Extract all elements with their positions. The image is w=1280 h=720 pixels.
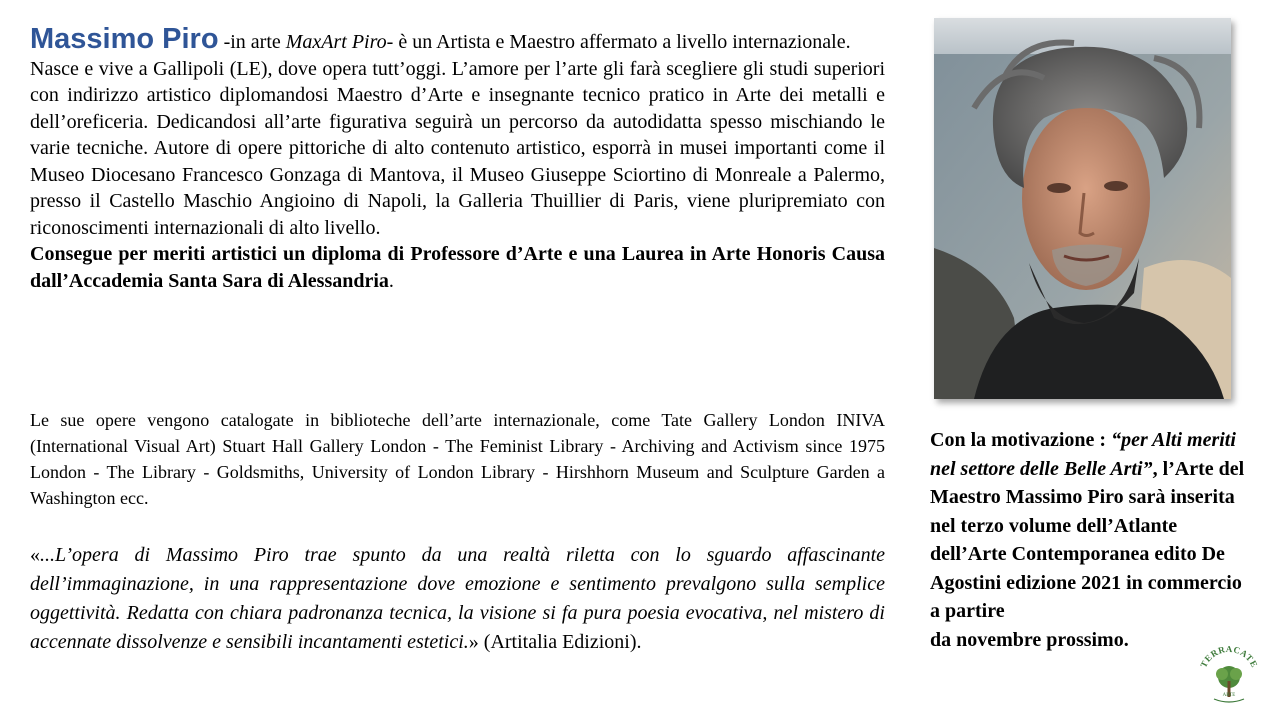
motivation-line2: da novembre prossimo. [930, 628, 1129, 651]
motivation-quote: “per Alti meriti nel settore delle Belle Arti” [930, 429, 1236, 480]
motivation-line1: , l’Arte del Maestro Massimo Piro sarà inserita nel terzo volume dell’Atlante dell’Arte Contemporanea edito De Agostini edizione 2021 in commercio a partire [930, 457, 1245, 622]
artist-name: Massimo Piro [30, 23, 219, 55]
artist-portrait-photo [934, 18, 1231, 399]
logo-top-text: TERRACATE [1198, 643, 1260, 670]
catalog-paragraph: Le sue opere vengono catalogate in biblioteche dell’arte internazionale, come Tate Gallery London INIVA (International Visual Art) Stuart Hall Gallery London - The Feminist Library - Archiving and Activism since 1975 London - The Library - Goldsmiths, University of London Library - Hirshhorn Museum and Sculpture Garden a Washington ecc. [30, 410, 885, 508]
terracate-logo [1196, 641, 1262, 711]
quote-open: « [30, 544, 40, 566]
motivation-lead: Con la motivazione : [930, 429, 1112, 451]
quote-text: ...L’opera di Massimo Piro trae spunto da una realtà riletta con lo sguardo affascinante dell’immaginazione, in una rappresentazione dove emozione e sentimento prevalgono sulla semplice oggettività. Redatta con chiara padronanza tecnica, la visione si fa pura poesia evocativa, nel mistero di accennate dissolvenze e sensibili incantamenti estetici. [30, 544, 885, 653]
intro-pre: -in arte [218, 31, 286, 53]
honors-text: Consegue per meriti artistici un diploma di Professore d’Arte e una Laurea in Arte Honoris Causa dall’Accademia Santa Sara di Alessandria [30, 243, 885, 292]
quote-close: » (Artitalia Edizioni). [468, 631, 642, 653]
critic-quote [30, 541, 885, 657]
bio-honors [30, 241, 885, 294]
bio-intro [30, 23, 885, 56]
artist-alias: MaxArt Piro [285, 31, 387, 53]
biography [30, 23, 885, 294]
bio-body: Nasce e vive a Gallipoli (LE), dove opera tutt’oggi. L’amore per l’arte gli farà scegliere gli studi superiori con indirizzo artistico diplomandosi Maestro d’Arte e insegnante tecnico pratico in Arte dei metalli e dell’oreficeria. Dedicandosi all’arte figurativa seguirà un percorso da autodidatta spesso mischiando le varie tecniche. Autore di opere pittoriche di alto contenuto artistico, esporrà in musei importanti come il Museo Diocesano Francesco Gonzaga di Mantova, il Museo Giuseppe Sciortino di Monreale a Palermo, presso il Castello Maschio Angioino di Napoli, la Galleria Thuillier di Paris, viene pluripremiato con riconoscimenti internazionali di alto livello. [30, 57, 885, 239]
intro-post: - è un Artista e Maestro affermato a livello internazionale. [386, 31, 851, 53]
honors-end: . [388, 269, 394, 292]
logo-bottom-text: ARTE [1222, 693, 1236, 698]
motivation-text [930, 426, 1250, 654]
svg-text:TERRACATE [1198, 644, 1259, 669]
